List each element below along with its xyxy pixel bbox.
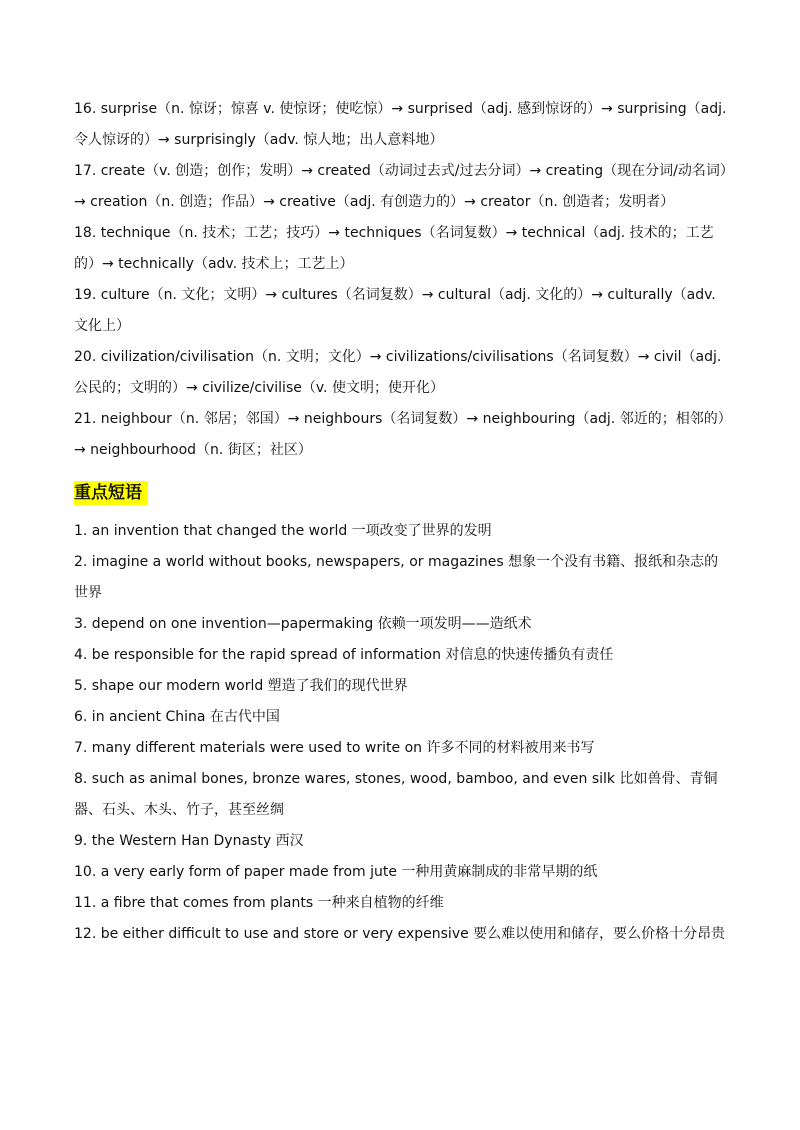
phrase-entry: 10. a very early form of paper made from jute 一种用黄麻制成的非常早期的纸	[74, 864, 598, 880]
phrase-entry: 6. in ancient China 在古代中国	[74, 709, 280, 725]
section-heading	[74, 476, 730, 510]
vocabulary-entry: 16. surprise（n. 惊讶；惊喜 v. 使惊讶；使吃惊）→ surprised（adj. 感到惊讶的）→ surprising（adj. 令人惊讶的）→ surprisingly（adv. 惊人地；出人意料地）	[74, 101, 727, 148]
vocabulary-entry: 21. neighbour（n. 邻居；邻国）→ neighbours（名词复数）→ neighbouring（adj. 邻近的；相邻的）→ neighbourhood（n. 街区；社区）	[74, 411, 725, 458]
section-heading-label: 重点短语	[74, 481, 148, 505]
phrase-entry: 11. a fibre that comes from plants 一种来自植物的纤维	[74, 895, 444, 911]
phrase-entry: 8. such as animal bones, bronze wares, stones, wood, bamboo, and even silk 比如兽骨、青铜器、石头、木头、竹子，甚至丝绸	[74, 771, 718, 818]
vocabulary-entry: 19. culture（n. 文化；文明）→ cultures（名词复数）→ cultural（adj. 文化的）→ culturally（adv. 文化上）	[74, 287, 716, 334]
document-page	[74, 94, 730, 950]
phrase-entry: 12. be either difficult to use and store or very expensive 要么难以使用和储存，要么价格十分昂贵	[74, 926, 726, 942]
phrase-entry: 5. shape our modern world 塑造了我们的现代世界	[74, 678, 408, 694]
phrase-entry: 4. be responsible for the rapid spread of information 对信息的快速传播负有责任	[74, 647, 614, 663]
phrase-entry: 7. many different materials were used to write on 许多不同的材料被用来书写	[74, 740, 595, 756]
phrase-list	[74, 516, 730, 950]
vocabulary-entry: 20. civilization/civilisation（n. 文明；文化）→ civilizations/civilisations（名词复数）→ civil（adj. 公民的；文明的）→ civilize/civilise（v. 使文明；使开化）	[74, 349, 722, 396]
phrase-entry: 9. the Western Han Dynasty 西汉	[74, 833, 304, 849]
phrase-entry: 3. depend on one invention—papermaking 依赖一项发明——造纸术	[74, 616, 532, 632]
phrase-entry: 2. imagine a world without books, newspapers, or magazines 想象一个没有书籍、报纸和杂志的世界	[74, 554, 719, 601]
vocabulary-entry: 18. technique（n. 技术；工艺；技巧）→ techniques（名词复数）→ technical（adj. 技术的；工艺的）→ technically（adv. 技术上；工艺上）	[74, 225, 714, 272]
vocabulary-list	[74, 94, 730, 466]
phrase-entry: 1. an invention that changed the world 一项改变了世界的发明	[74, 523, 492, 539]
vocabulary-entry: 17. create（v. 创造；创作；发明）→ created（动词过去式/过去分词）→ creating（现在分词/动名词）→ creation（n. 创造；作品）→ creative（adj. 有创造力的）→ creator（n. 创造者；发明者）	[74, 163, 727, 210]
